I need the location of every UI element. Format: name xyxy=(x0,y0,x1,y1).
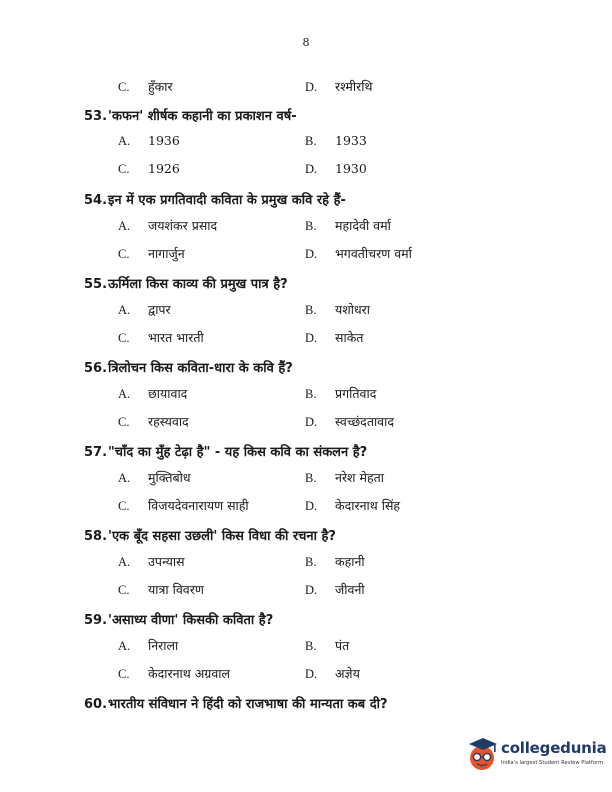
option-text: पंत xyxy=(335,638,350,653)
option-letter: D. xyxy=(305,162,318,176)
option-text: केदारनाथ सिंह xyxy=(335,498,401,513)
brand-logo-block xyxy=(463,734,608,774)
option-text: विजयदेवनारायण साही xyxy=(148,498,249,513)
option-53-d xyxy=(305,161,367,177)
question-number: 60. xyxy=(84,697,108,712)
option-54-d xyxy=(305,245,412,262)
option-letter: B. xyxy=(305,639,317,653)
option-text: प्रगतिवाद xyxy=(335,386,377,401)
option-text: जीवनी xyxy=(335,582,365,597)
option-text: भगवतीचरण वर्मा xyxy=(335,246,412,261)
option-letter: C. xyxy=(118,247,130,261)
option-text: रश्मीरथि xyxy=(335,79,373,94)
option-57-c xyxy=(118,497,249,514)
question-number: 58. xyxy=(84,529,108,544)
option-letter: C. xyxy=(118,667,130,681)
question-text: "चाँद का मुँह टेढ़ा है" - यह किस कवि का संकलन है? xyxy=(108,445,368,460)
question-number: 55. xyxy=(84,277,108,292)
option-text: केदारनाथ अग्रवाल xyxy=(148,666,230,681)
option-text: द्वापर xyxy=(148,302,171,317)
option-text: यशोधरा xyxy=(335,302,371,317)
option-56-b xyxy=(305,385,376,402)
option-59-b xyxy=(305,637,349,654)
option-letter: C. xyxy=(118,415,130,429)
option-59-d xyxy=(305,665,360,682)
option-letter: D. xyxy=(305,667,318,681)
option-prev-c xyxy=(118,78,173,95)
question-number: 56. xyxy=(84,361,108,376)
option-letter: D. xyxy=(305,331,318,345)
option-55-c xyxy=(118,329,204,346)
option-text: 1933 xyxy=(335,133,367,148)
question-text: ऊर्मिला किस काव्य की प्रमुख पात्र है? xyxy=(108,277,288,292)
option-text: महादेवी वर्मा xyxy=(335,218,391,233)
graduate-mascot-icon xyxy=(463,734,503,774)
option-text: यात्रा विवरण xyxy=(148,582,204,597)
option-57-a xyxy=(118,469,191,486)
option-57-d xyxy=(305,497,400,514)
option-letter: A. xyxy=(118,219,131,233)
option-letter: B. xyxy=(305,471,317,485)
option-letter: A. xyxy=(118,387,131,401)
option-text: भारत भारती xyxy=(148,330,204,345)
option-letter: D. xyxy=(305,247,318,261)
option-59-a xyxy=(118,637,178,654)
option-letter: A. xyxy=(118,471,131,485)
question-text: 'असाध्य वीणा' किसकी कविता है? xyxy=(108,613,274,628)
option-55-d xyxy=(305,329,363,346)
option-letter: B. xyxy=(305,555,317,569)
option-text: हुँकार xyxy=(148,79,173,94)
option-55-b xyxy=(305,301,370,318)
option-text: उपन्यास xyxy=(148,554,185,569)
option-text: अज्ञेय xyxy=(335,666,360,681)
option-letter: A. xyxy=(118,639,131,653)
option-letter: A. xyxy=(118,303,131,317)
option-text: 1930 xyxy=(335,161,367,176)
option-58-c xyxy=(118,581,204,598)
option-letter: B. xyxy=(305,134,317,148)
brand-tagline: India's largest Student Review Platform xyxy=(501,760,604,766)
page-number: 8 xyxy=(302,36,310,49)
question-text: त्रिलोचन किस कविता-धारा के कवि हैं? xyxy=(108,361,293,376)
option-text: नरेश मेहता xyxy=(335,470,384,485)
option-letter: C. xyxy=(118,499,130,513)
option-text: जयशंकर प्रसाद xyxy=(148,218,218,233)
option-54-a xyxy=(118,217,217,234)
option-text: रहस्यवाद xyxy=(148,414,189,429)
question-number: 59. xyxy=(84,613,108,628)
option-54-c xyxy=(118,245,185,262)
option-53-c xyxy=(118,161,180,177)
question-53 xyxy=(84,106,564,124)
option-58-d xyxy=(305,581,365,598)
option-text: 1926 xyxy=(148,161,180,176)
question-59 xyxy=(84,610,564,628)
option-56-c xyxy=(118,413,189,430)
option-53-a xyxy=(118,133,180,149)
option-53-b xyxy=(305,133,367,149)
option-56-a xyxy=(118,385,187,402)
option-letter: D. xyxy=(305,499,318,513)
option-letter: B. xyxy=(305,303,317,317)
option-text: कहानी xyxy=(335,554,365,569)
question-number: 54. xyxy=(84,193,108,208)
option-59-c xyxy=(118,665,230,682)
brand-name: collegedunia xyxy=(501,739,607,757)
question-text: इन में एक प्रगतिवादी कविता के प्रमुख कवि रहे हैं- xyxy=(108,193,346,208)
option-text: साकेत xyxy=(335,330,364,345)
option-text: निराला xyxy=(148,638,179,653)
option-58-b xyxy=(305,553,365,570)
option-prev-d xyxy=(305,78,372,95)
question-58 xyxy=(84,526,564,544)
option-letter: D. xyxy=(305,415,318,429)
question-text: भारतीय संविधान ने हिंदी को राजभाषा की मान्यता कब दी? xyxy=(108,697,388,712)
question-number: 57. xyxy=(84,445,108,460)
option-55-a xyxy=(118,301,171,318)
option-57-b xyxy=(305,469,384,486)
option-letter: C. xyxy=(118,331,130,345)
option-text: 1936 xyxy=(148,133,180,148)
option-letter: D. xyxy=(305,80,318,94)
question-56 xyxy=(84,358,564,376)
option-letter: A. xyxy=(118,555,131,569)
option-letter: C. xyxy=(118,162,130,176)
question-57 xyxy=(84,442,564,460)
question-54 xyxy=(84,190,564,208)
option-letter: B. xyxy=(305,387,317,401)
option-text: नागार्जुन xyxy=(148,246,185,261)
option-letter: A. xyxy=(118,134,131,148)
question-text: 'एक बूँद सहसा उछली' किस विधा की रचना है? xyxy=(108,529,336,544)
option-54-b xyxy=(305,217,391,234)
question-60 xyxy=(84,694,564,712)
option-58-a xyxy=(118,553,185,570)
option-letter: C. xyxy=(118,80,130,94)
option-text: मुक्तिबोध xyxy=(148,470,191,485)
option-56-d xyxy=(305,413,394,430)
option-letter: B. xyxy=(305,219,317,233)
option-letter: D. xyxy=(305,583,318,597)
question-55 xyxy=(84,274,564,292)
option-text: स्वच्छंदतावाद xyxy=(335,414,395,429)
option-text: छायावाद xyxy=(148,386,188,401)
option-letter: C. xyxy=(118,583,130,597)
question-number: 53. xyxy=(84,109,108,124)
question-text: 'कफन' शीर्षक कहानी का प्रकाशन वर्ष- xyxy=(108,109,297,124)
